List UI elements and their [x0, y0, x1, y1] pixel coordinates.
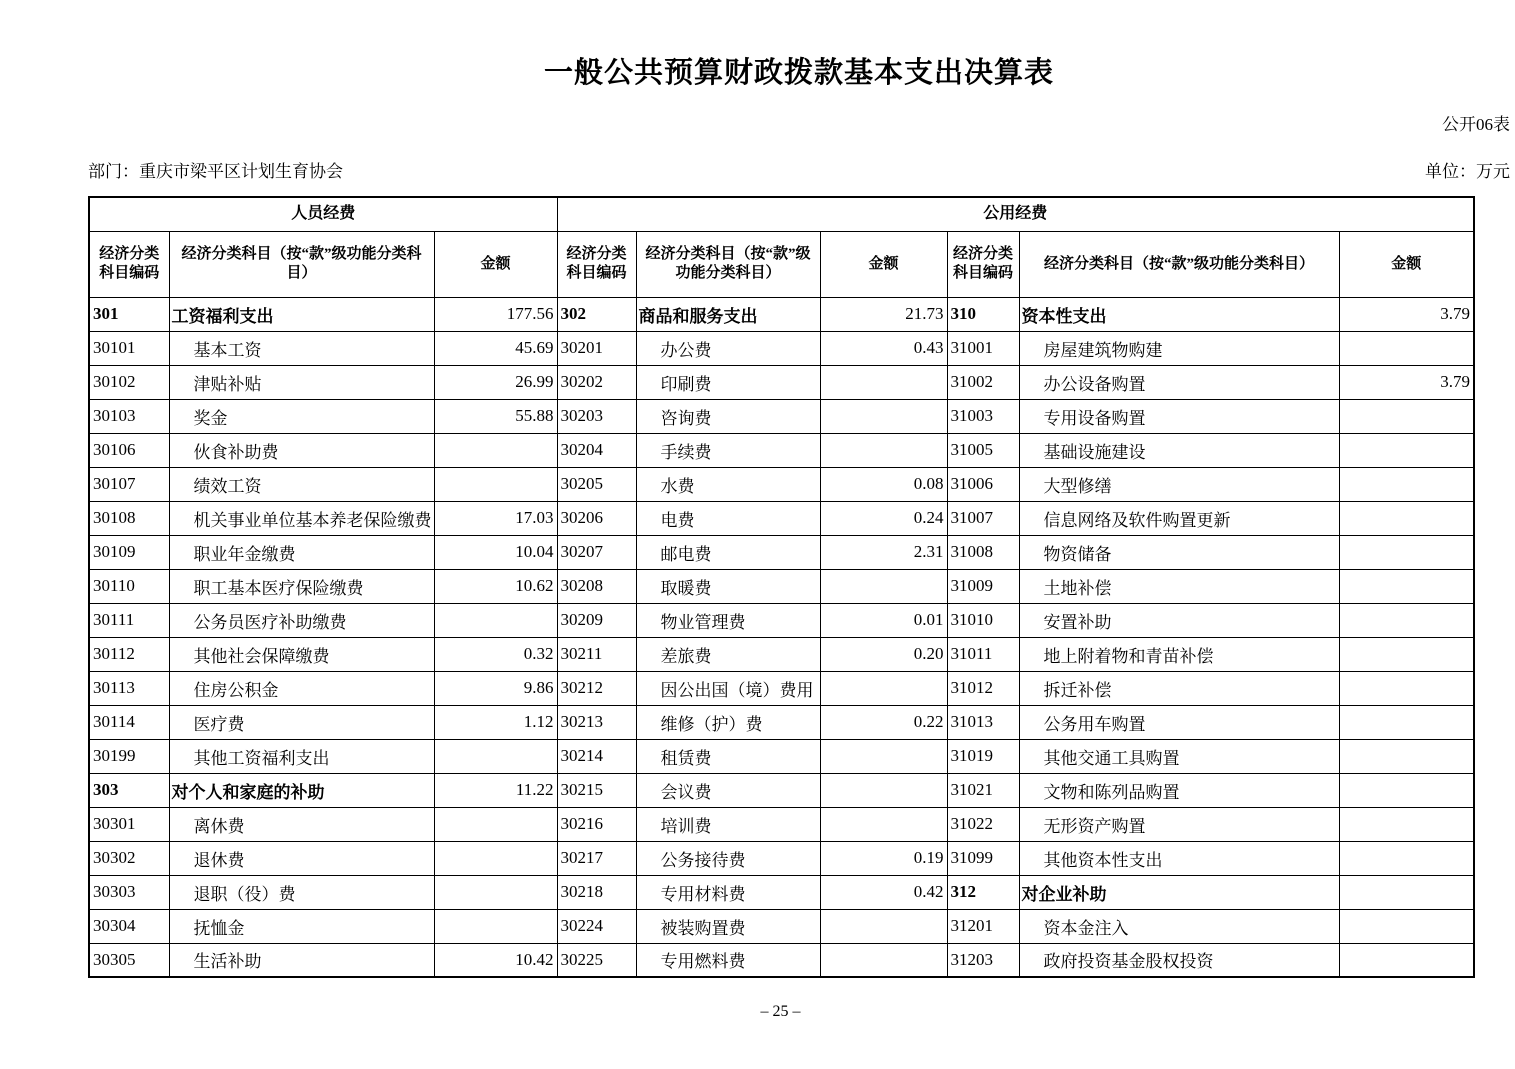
- code-cell: 30208: [557, 569, 636, 603]
- amount-cell: 11.22: [434, 773, 557, 807]
- subject-cell: 专用设备购置: [1019, 399, 1339, 433]
- amount-cell: 55.88: [434, 399, 557, 433]
- amount-cell: 10.04: [434, 535, 557, 569]
- subject-cell: 对企业补助: [1019, 875, 1339, 909]
- subject-cell: 绩效工资: [169, 467, 434, 501]
- amount-cell: [1339, 433, 1474, 467]
- code-cell: 31005: [947, 433, 1019, 467]
- amount-cell: [1339, 637, 1474, 671]
- amount-cell: 0.43: [820, 331, 947, 365]
- code-cell: 312: [947, 875, 1019, 909]
- amount-cell: [1339, 705, 1474, 739]
- code-cell: 30301: [89, 807, 169, 841]
- table-row: [89, 399, 1474, 433]
- code-cell: 30111: [89, 603, 169, 637]
- subject-cell: 其他交通工具购置: [1019, 739, 1339, 773]
- code-cell: 30114: [89, 705, 169, 739]
- subject-cell: 住房公积金: [169, 671, 434, 705]
- amount-cell: [1339, 841, 1474, 875]
- amount-cell: [820, 671, 947, 705]
- subject-cell: 公务用车购置: [1019, 705, 1339, 739]
- amount-cell: [820, 365, 947, 399]
- code-cell: 31002: [947, 365, 1019, 399]
- subject-cell: 退职（役）费: [169, 875, 434, 909]
- table-row: [89, 841, 1474, 875]
- column-header-subject-2: 经济分类科目（按“款”级功能分类科目）: [636, 231, 820, 297]
- amount-cell: [1339, 399, 1474, 433]
- table-row: [89, 569, 1474, 603]
- code-cell: 30112: [89, 637, 169, 671]
- code-cell: 30216: [557, 807, 636, 841]
- column-header-code-3: 经济分类科目编码: [947, 231, 1019, 297]
- subject-cell: 抚恤金: [169, 909, 434, 943]
- column-header-amount-3: 金额: [1339, 231, 1474, 297]
- code-cell: 31021: [947, 773, 1019, 807]
- form-number-label: 公开06表: [1442, 115, 1510, 134]
- amount-cell: [1339, 773, 1474, 807]
- amount-cell: [1339, 603, 1474, 637]
- code-cell: 30199: [89, 739, 169, 773]
- amount-cell: 0.19: [820, 841, 947, 875]
- subject-cell: 其他社会保障缴费: [169, 637, 434, 671]
- subject-cell: 取暖费: [636, 569, 820, 603]
- amount-cell: 21.73: [820, 297, 947, 331]
- subject-cell: 因公出国（境）费用: [636, 671, 820, 705]
- table-row: [89, 637, 1474, 671]
- subject-cell: 水费: [636, 467, 820, 501]
- code-cell: 30214: [557, 739, 636, 773]
- subject-cell: 离休费: [169, 807, 434, 841]
- table-row: [89, 501, 1474, 535]
- amount-cell: [820, 807, 947, 841]
- unit-label: 单位：万元: [1425, 162, 1510, 181]
- subject-cell: 培训费: [636, 807, 820, 841]
- subject-cell: 奖金: [169, 399, 434, 433]
- subject-cell: 无形资产购置: [1019, 807, 1339, 841]
- expenditure-table: [88, 196, 1475, 978]
- subject-cell: 办公费: [636, 331, 820, 365]
- subject-cell: 物业管理费: [636, 603, 820, 637]
- amount-cell: 2.31: [820, 535, 947, 569]
- amount-cell: [1339, 909, 1474, 943]
- table-row: [89, 909, 1474, 943]
- code-cell: 30110: [89, 569, 169, 603]
- code-cell: 30101: [89, 331, 169, 365]
- amount-cell: 0.42: [820, 875, 947, 909]
- code-cell: 30108: [89, 501, 169, 535]
- amount-cell: 10.62: [434, 569, 557, 603]
- amount-cell: [820, 909, 947, 943]
- amount-cell: 3.79: [1339, 297, 1474, 331]
- column-header-row: [89, 231, 1474, 297]
- code-cell: 30207: [557, 535, 636, 569]
- subject-cell: 大型修缮: [1019, 467, 1339, 501]
- amount-cell: [434, 467, 557, 501]
- code-cell: 30106: [89, 433, 169, 467]
- department-label: 部门：重庆市梁平区计划生育协会: [88, 162, 343, 181]
- amount-cell: [1339, 501, 1474, 535]
- code-cell: 30102: [89, 365, 169, 399]
- table-row: [89, 603, 1474, 637]
- table-row: [89, 671, 1474, 705]
- group-header-row: [89, 197, 1474, 231]
- subject-cell: 被装购置费: [636, 909, 820, 943]
- amount-cell: [1339, 467, 1474, 501]
- code-cell: 303: [89, 773, 169, 807]
- amount-cell: [434, 841, 557, 875]
- subject-cell: 其他资本性支出: [1019, 841, 1339, 875]
- table-row: [89, 739, 1474, 773]
- subject-cell: 基本工资: [169, 331, 434, 365]
- amount-cell: [1339, 943, 1474, 977]
- code-cell: 30204: [557, 433, 636, 467]
- amount-cell: 26.99: [434, 365, 557, 399]
- code-cell: 30218: [557, 875, 636, 909]
- amount-cell: [434, 909, 557, 943]
- subject-cell: 拆迁补偿: [1019, 671, 1339, 705]
- code-cell: 31010: [947, 603, 1019, 637]
- code-cell: 30113: [89, 671, 169, 705]
- code-cell: 31099: [947, 841, 1019, 875]
- code-cell: 31009: [947, 569, 1019, 603]
- subject-cell: 资本金注入: [1019, 909, 1339, 943]
- table-row: [89, 943, 1474, 977]
- subject-cell: 商品和服务支出: [636, 297, 820, 331]
- code-cell: 31008: [947, 535, 1019, 569]
- code-cell: 30202: [557, 365, 636, 399]
- subject-cell: 专用材料费: [636, 875, 820, 909]
- code-cell: 31201: [947, 909, 1019, 943]
- code-cell: 301: [89, 297, 169, 331]
- table-row: [89, 807, 1474, 841]
- subject-cell: 对个人和家庭的补助: [169, 773, 434, 807]
- amount-cell: [434, 433, 557, 467]
- subject-cell: 生活补助: [169, 943, 434, 977]
- subject-cell: 文物和陈列品购置: [1019, 773, 1339, 807]
- code-cell: 310: [947, 297, 1019, 331]
- subject-cell: 职工基本医疗保险缴费: [169, 569, 434, 603]
- table-row: [89, 705, 1474, 739]
- column-header-code-1: 经济分类科目编码: [89, 231, 169, 297]
- subject-cell: 资本性支出: [1019, 297, 1339, 331]
- subject-cell: 信息网络及软件购置更新: [1019, 501, 1339, 535]
- code-cell: 30217: [557, 841, 636, 875]
- code-cell: 31013: [947, 705, 1019, 739]
- column-header-amount-1: 金额: [434, 231, 557, 297]
- table-row: [89, 365, 1474, 399]
- amount-cell: [820, 433, 947, 467]
- amount-cell: [1339, 535, 1474, 569]
- subject-cell: 公务接待费: [636, 841, 820, 875]
- subject-cell: 租赁费: [636, 739, 820, 773]
- amount-cell: [820, 739, 947, 773]
- code-cell: 30109: [89, 535, 169, 569]
- code-cell: 30203: [557, 399, 636, 433]
- amount-cell: 0.22: [820, 705, 947, 739]
- subject-cell: 退休费: [169, 841, 434, 875]
- table-row: [89, 535, 1474, 569]
- page-number: – 25 –: [760, 1003, 801, 1020]
- amount-cell: 17.03: [434, 501, 557, 535]
- subject-cell: 津贴补贴: [169, 365, 434, 399]
- subject-cell: 咨询费: [636, 399, 820, 433]
- amount-cell: [1339, 671, 1474, 705]
- subject-cell: 邮电费: [636, 535, 820, 569]
- code-cell: 31003: [947, 399, 1019, 433]
- subject-cell: 公务员医疗补助缴费: [169, 603, 434, 637]
- amount-cell: 45.69: [434, 331, 557, 365]
- subject-cell: 土地补偿: [1019, 569, 1339, 603]
- code-cell: 30304: [89, 909, 169, 943]
- table-row: [89, 875, 1474, 909]
- code-cell: 31012: [947, 671, 1019, 705]
- amount-cell: 0.24: [820, 501, 947, 535]
- code-cell: 30103: [89, 399, 169, 433]
- code-cell: 30212: [557, 671, 636, 705]
- subject-cell: 办公设备购置: [1019, 365, 1339, 399]
- amount-cell: 0.08: [820, 467, 947, 501]
- table-body: [89, 297, 1474, 977]
- amount-cell: [1339, 875, 1474, 909]
- subject-cell: 物资储备: [1019, 535, 1339, 569]
- amount-cell: [434, 739, 557, 773]
- page-title: 一般公共预算财政拨款基本支出决算表: [543, 57, 1054, 89]
- amount-cell: [820, 399, 947, 433]
- amount-cell: 9.86: [434, 671, 557, 705]
- table-row: [89, 773, 1474, 807]
- column-header-subject-3: 经济分类科目（按“款”级功能分类科目）: [1019, 231, 1339, 297]
- amount-cell: [434, 603, 557, 637]
- code-cell: 31006: [947, 467, 1019, 501]
- subject-cell: 维修（护）费: [636, 705, 820, 739]
- code-cell: 30213: [557, 705, 636, 739]
- meta-row: [88, 157, 1510, 182]
- code-cell: 30302: [89, 841, 169, 875]
- table-row: [89, 467, 1474, 501]
- subject-cell: 专用燃料费: [636, 943, 820, 977]
- code-cell: 31022: [947, 807, 1019, 841]
- subject-cell: 房屋建筑物购建: [1019, 331, 1339, 365]
- code-cell: 31019: [947, 739, 1019, 773]
- subject-cell: 地上附着物和青苗补偿: [1019, 637, 1339, 671]
- code-cell: 31001: [947, 331, 1019, 365]
- column-header-code-2: 经济分类科目编码: [557, 231, 636, 297]
- code-cell: 30225: [557, 943, 636, 977]
- subject-cell: 政府投资基金股权投资: [1019, 943, 1339, 977]
- subject-cell: 电费: [636, 501, 820, 535]
- code-cell: 31011: [947, 637, 1019, 671]
- code-cell: 30107: [89, 467, 169, 501]
- subject-cell: 机关事业单位基本养老保险缴费: [169, 501, 434, 535]
- subject-cell: 手续费: [636, 433, 820, 467]
- subject-cell: 其他工资福利支出: [169, 739, 434, 773]
- subject-cell: 工资福利支出: [169, 297, 434, 331]
- code-cell: 31203: [947, 943, 1019, 977]
- subject-cell: 会议费: [636, 773, 820, 807]
- subject-cell: 印刷费: [636, 365, 820, 399]
- amount-cell: [434, 807, 557, 841]
- amount-cell: [820, 569, 947, 603]
- amount-cell: [820, 773, 947, 807]
- group-header-personnel: 人员经费: [89, 197, 557, 231]
- amount-cell: [434, 875, 557, 909]
- column-header-amount-2: 金额: [820, 231, 947, 297]
- group-header-public: 公用经费: [557, 197, 1474, 231]
- code-cell: 30206: [557, 501, 636, 535]
- amount-cell: 177.56: [434, 297, 557, 331]
- amount-cell: [1339, 739, 1474, 773]
- amount-cell: 10.42: [434, 943, 557, 977]
- subject-cell: 差旅费: [636, 637, 820, 671]
- amount-cell: [820, 943, 947, 977]
- code-cell: 30215: [557, 773, 636, 807]
- subject-cell: 安置补助: [1019, 603, 1339, 637]
- code-cell: 30211: [557, 637, 636, 671]
- table-row: [89, 331, 1474, 365]
- column-header-subject-1: 经济分类科目（按“款”级功能分类科目）: [169, 231, 434, 297]
- code-cell: 31007: [947, 501, 1019, 535]
- amount-cell: 0.32: [434, 637, 557, 671]
- code-cell: 30305: [89, 943, 169, 977]
- table-row: [89, 297, 1474, 331]
- amount-cell: 1.12: [434, 705, 557, 739]
- table-row: [89, 433, 1474, 467]
- code-cell: 30209: [557, 603, 636, 637]
- amount-cell: 0.01: [820, 603, 947, 637]
- subject-cell: 基础设施建设: [1019, 433, 1339, 467]
- code-cell: 30303: [89, 875, 169, 909]
- code-cell: 30205: [557, 467, 636, 501]
- amount-cell: 3.79: [1339, 365, 1474, 399]
- subject-cell: 伙食补助费: [169, 433, 434, 467]
- subject-cell: 医疗费: [169, 705, 434, 739]
- code-cell: 302: [557, 297, 636, 331]
- amount-cell: [1339, 331, 1474, 365]
- amount-cell: [1339, 569, 1474, 603]
- code-cell: 30224: [557, 909, 636, 943]
- amount-cell: [1339, 807, 1474, 841]
- code-cell: 30201: [557, 331, 636, 365]
- amount-cell: 0.20: [820, 637, 947, 671]
- subject-cell: 职业年金缴费: [169, 535, 434, 569]
